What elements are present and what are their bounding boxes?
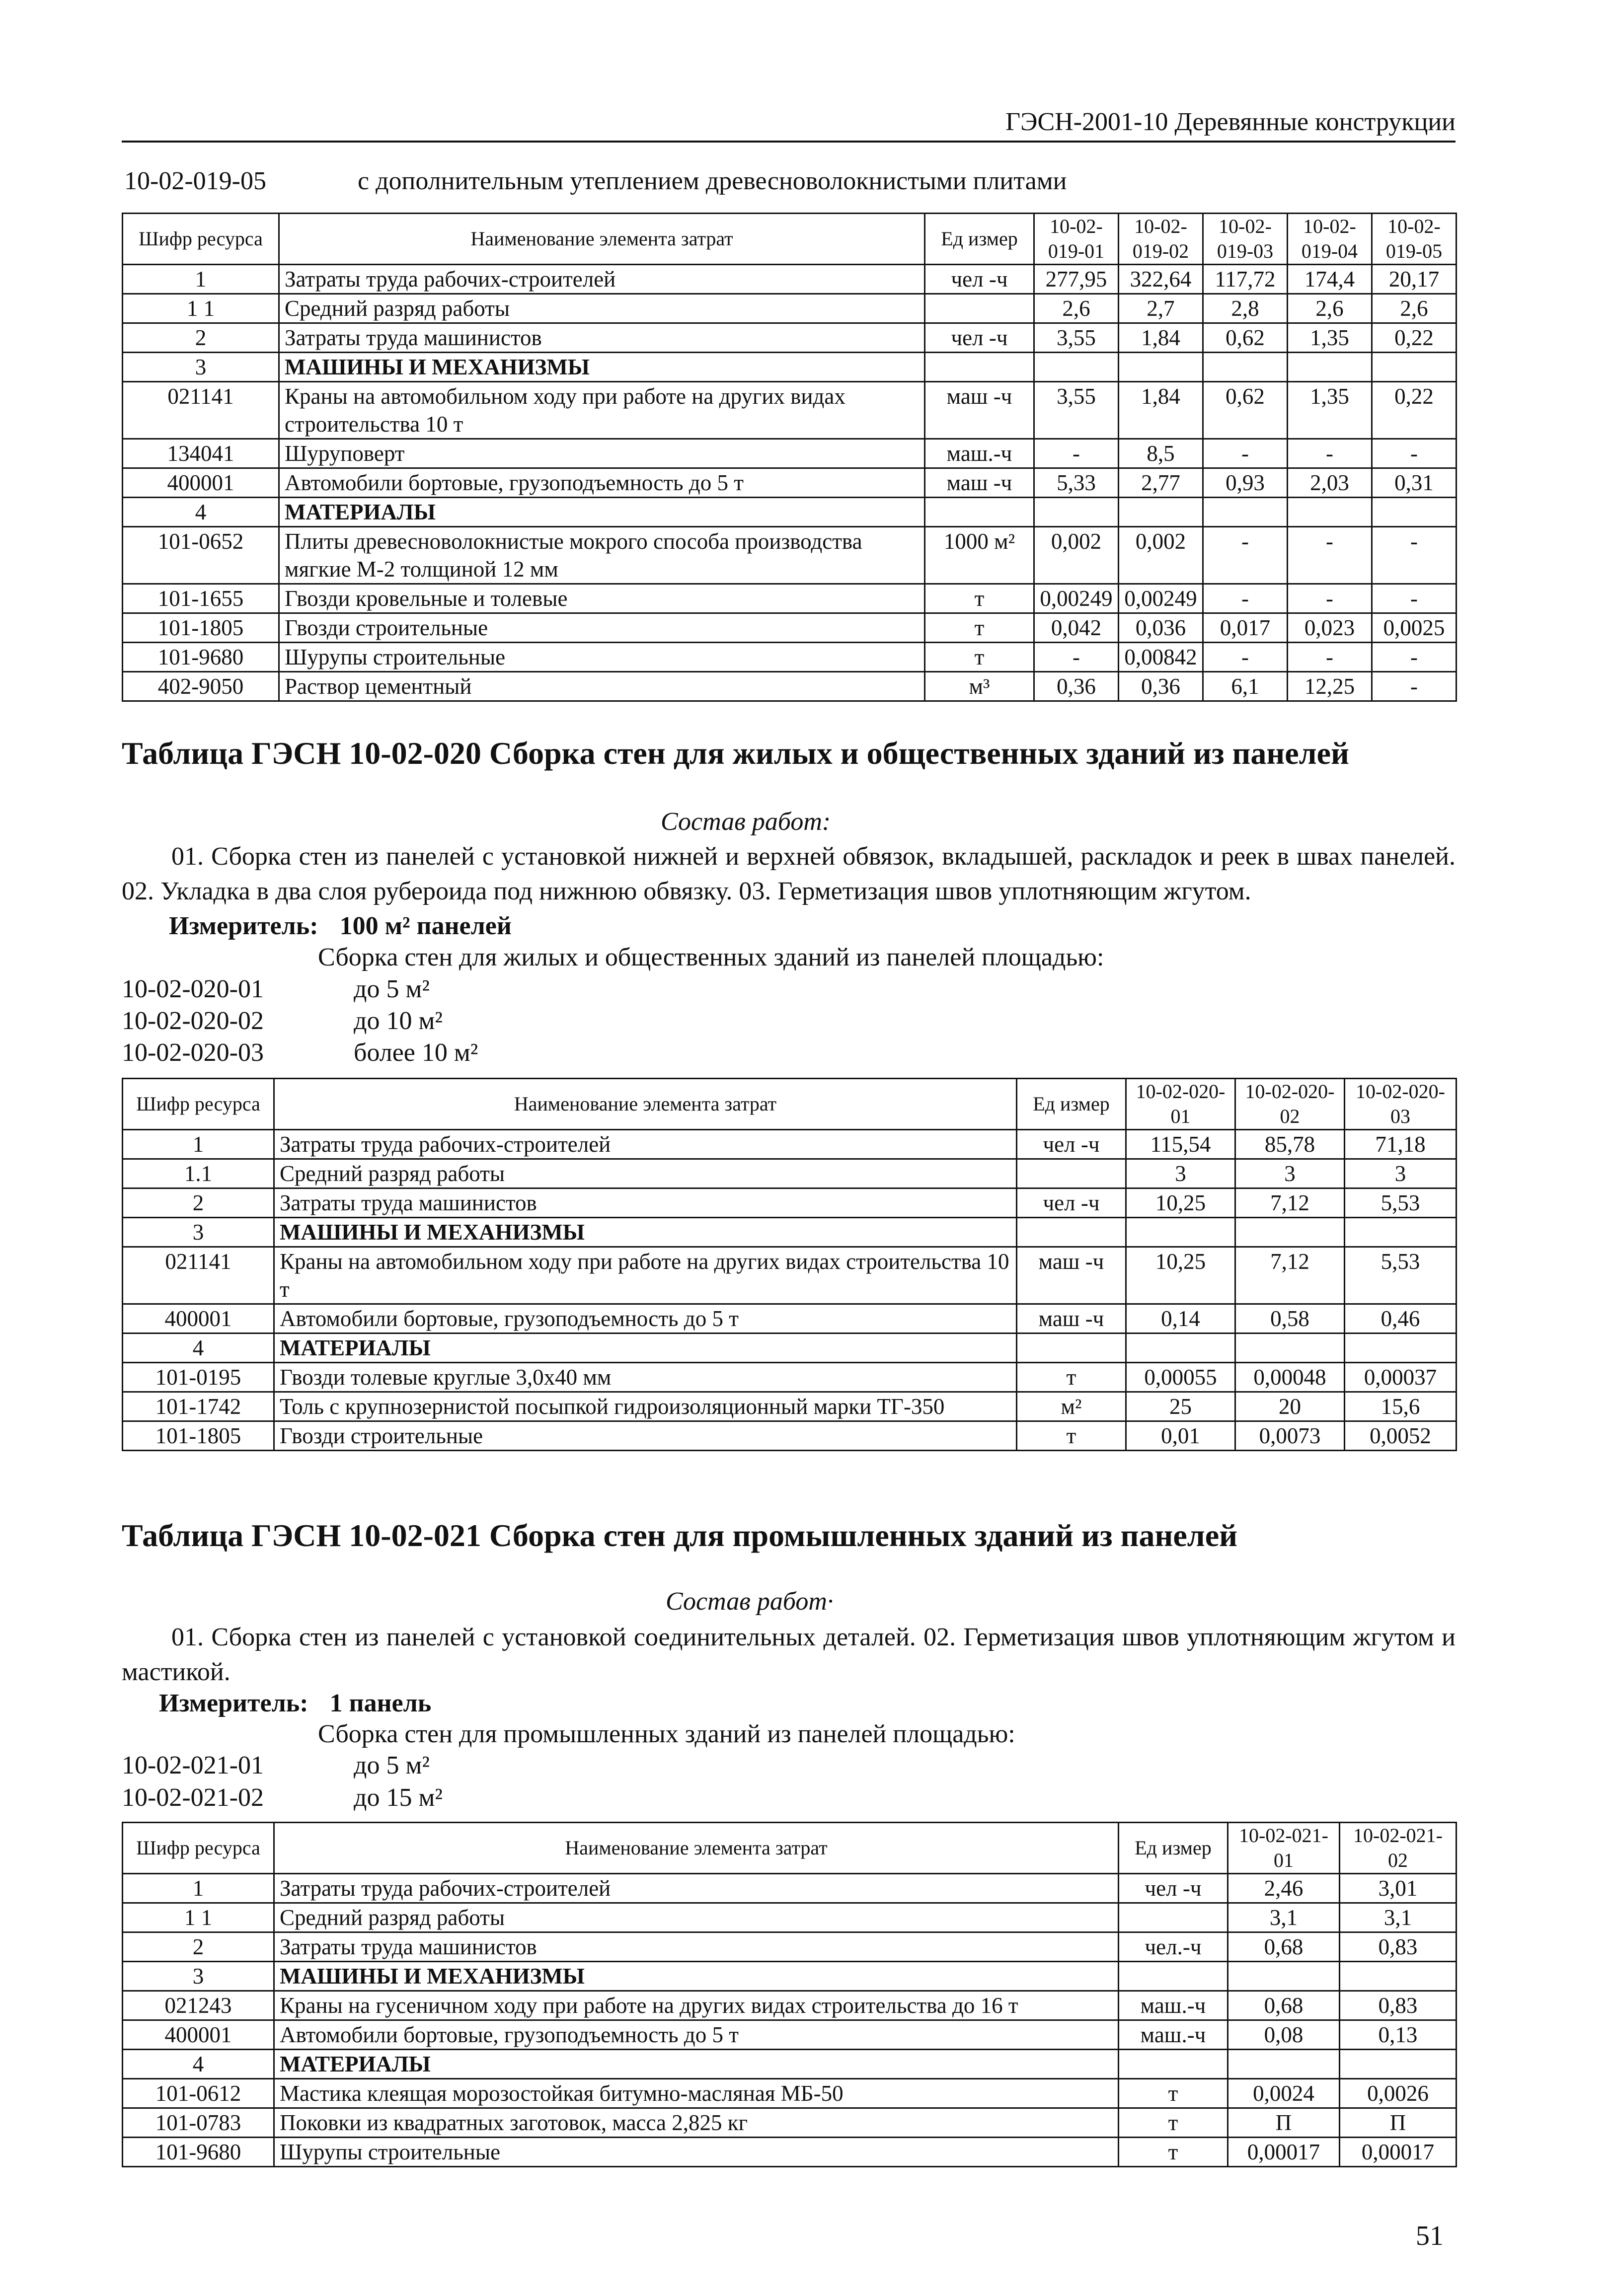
section-name-cell: МАШИНЫ И МЕХАНИЗМЫ (279, 353, 925, 382)
unit-cell (1119, 1962, 1228, 1991)
value-cell: 2,6 (1288, 294, 1372, 323)
item-code: 10-02-021-01 (122, 1751, 264, 1779)
value-cell: 15,6 (1345, 1392, 1457, 1421)
composition-text-021: 01. Сборка стен из панелей с установкой соединительных деталей. 02. Герметизация швов уплотняющим жгутом и мастикой. (122, 1623, 1456, 1686)
column-header: 10-02-019-05 (1372, 214, 1457, 265)
resource-code-cell: 101-0783 (123, 2108, 274, 2138)
resource-code-cell: 1.1 (123, 1159, 274, 1188)
section-row (123, 1218, 1457, 1247)
resource-code-cell: 101-0195 (123, 1363, 274, 1392)
resource-code-cell: 3 (123, 1218, 274, 1247)
unit-cell: м² (1017, 1392, 1126, 1421)
value-cell: 0,017 (1203, 613, 1288, 643)
resource-name-cell: Шурупы строительные (274, 2138, 1119, 2167)
column-header: 10-02-019-04 (1288, 214, 1372, 265)
table-row (123, 2079, 1457, 2108)
value-cell (1119, 353, 1203, 382)
unit-cell: чел -ч (925, 265, 1034, 294)
item-code: 10-02-020-03 (122, 1038, 264, 1067)
resource-name-cell: Затраты труда машинистов (279, 323, 925, 353)
unit-cell (1119, 2050, 1228, 2079)
norm-code: 10-02-019-05 (124, 167, 266, 195)
value-cell: 322,64 (1119, 265, 1203, 294)
resource-name-cell: Шуруповерт (279, 439, 925, 468)
value-cell: 174,4 (1288, 265, 1372, 294)
resource-code-cell: 1 1 (123, 1903, 274, 1932)
item-text: до 5 м² (354, 975, 430, 1003)
unit-cell: т (925, 613, 1034, 643)
resource-code-cell: 400001 (123, 1304, 274, 1333)
value-cell (1203, 498, 1288, 527)
unit-cell (925, 294, 1034, 323)
unit-cell: маш -ч (925, 382, 1034, 439)
value-cell: 2,03 (1288, 468, 1372, 498)
column-header: Ед измер (1017, 1079, 1126, 1130)
intro-020: Сборка стен для жилых и общественных зданий из панелей площадью: (318, 943, 1104, 971)
value-cell (1340, 1962, 1457, 1991)
unit-cell: маш -ч (925, 468, 1034, 498)
value-cell: 12,25 (1288, 672, 1372, 701)
item-code: 10-02-020-01 (122, 975, 264, 1003)
value-cell: 1,84 (1119, 382, 1203, 439)
resource-name-cell: Автомобили бортовые, грузоподъемность до 5 т (279, 468, 925, 498)
resource-code-cell: 101-0612 (123, 2079, 274, 2108)
value-cell: 0,68 (1228, 1932, 1340, 1962)
resource-name-cell: Раствор цементный (279, 672, 925, 701)
unit-cell: т (1017, 1363, 1126, 1392)
value-cell: 0,08 (1228, 2020, 1340, 2050)
value-cell: 5,53 (1345, 1188, 1457, 1218)
resource-code-cell: 1 (123, 1130, 274, 1159)
unit-cell (1017, 1333, 1126, 1363)
value-cell: П (1340, 2108, 1457, 2138)
table-row (123, 1304, 1457, 1333)
unit-cell (925, 353, 1034, 382)
value-cell (1119, 498, 1203, 527)
resource-name-cell: Средний разряд работы (274, 1903, 1119, 1932)
unit-cell: маш.-ч (1119, 1991, 1228, 2020)
meter-label-021: Измеритель: (159, 1689, 308, 1717)
table-row (123, 1188, 1457, 1218)
value-cell: 2,46 (1228, 1874, 1340, 1903)
resource-table-021 (122, 1822, 1457, 2167)
value-cell: 0,00017 (1228, 2138, 1340, 2167)
value-cell: 0,00842 (1119, 643, 1203, 672)
table-row (123, 1421, 1457, 1451)
unit-cell: чел -ч (1119, 1874, 1228, 1903)
value-cell: 0,62 (1203, 323, 1288, 353)
value-cell: 0,0073 (1235, 1421, 1345, 1451)
table-row (123, 1874, 1457, 1903)
column-header: 10-02-020-02 (1235, 1079, 1345, 1130)
table-row (123, 1130, 1457, 1159)
value-cell: 3 (1235, 1159, 1345, 1188)
value-cell: 0,93 (1203, 468, 1288, 498)
resource-code-cell: 4 (123, 498, 279, 527)
value-cell: - (1288, 584, 1372, 613)
meter-value-021: 1 панель (329, 1689, 432, 1717)
intro-021: Сборка стен для промышленных зданий из панелей площадью: (318, 1720, 1015, 1748)
value-cell: 0,68 (1228, 1991, 1340, 2020)
value-cell: 6,1 (1203, 672, 1288, 701)
unit-cell (925, 498, 1034, 527)
value-cell: 20 (1235, 1392, 1345, 1421)
value-cell (1235, 1218, 1345, 1247)
section-row (123, 1962, 1457, 1991)
resource-code-cell: 3 (123, 1962, 274, 1991)
resource-name-cell: Шурупы строительные (279, 643, 925, 672)
table-row (123, 1247, 1457, 1304)
column-header: Ед измер (1119, 1823, 1228, 1874)
resource-code-cell: 021141 (123, 382, 279, 439)
value-cell: 0,00249 (1119, 584, 1203, 613)
resource-table-019 (122, 213, 1457, 702)
resource-name-cell: Гвозди кровельные и толевые (279, 584, 925, 613)
value-cell: 2,8 (1203, 294, 1288, 323)
unit-cell: 1000 м² (925, 527, 1034, 584)
item-text: более 10 м² (354, 1038, 478, 1067)
column-header: 10-02-020-01 (1126, 1079, 1235, 1130)
unit-cell: чел -ч (925, 323, 1034, 353)
value-cell: 0,002 (1034, 527, 1119, 584)
value-cell: - (1288, 439, 1372, 468)
value-cell: - (1288, 643, 1372, 672)
value-cell: 1,35 (1288, 323, 1372, 353)
table-row (123, 468, 1457, 498)
value-cell: 7,12 (1235, 1247, 1345, 1304)
value-cell (1034, 353, 1119, 382)
section-title-020: Таблица ГЭСН 10-02-020 Сборка стен для жилых и общественных зданий из панелей (122, 736, 1349, 771)
resource-name-cell: Краны на гусеничном ходу при работе на других видах строительства до 16 т (274, 1991, 1119, 2020)
resource-name-cell: Автомобили бортовые, грузоподъемность до 5 т (274, 1304, 1017, 1333)
value-cell: - (1372, 439, 1457, 468)
resource-code-cell: 134041 (123, 439, 279, 468)
table-row (123, 2108, 1457, 2138)
value-cell: 0,00017 (1340, 2138, 1457, 2167)
unit-cell: маш -ч (1017, 1247, 1126, 1304)
unit-cell: маш -ч (1017, 1304, 1126, 1333)
value-cell: 0,36 (1034, 672, 1119, 701)
resource-name-cell: Затраты труда рабочих-строителей (279, 265, 925, 294)
value-cell: 3,01 (1340, 1874, 1457, 1903)
value-cell: 0,46 (1345, 1304, 1457, 1333)
value-cell: 277,95 (1034, 265, 1119, 294)
value-cell: - (1034, 643, 1119, 672)
unit-cell: чел -ч (1017, 1130, 1126, 1159)
table-row (123, 1903, 1457, 1932)
table-row (123, 2138, 1457, 2167)
resource-code-cell: 400001 (123, 2020, 274, 2050)
resource-name-cell: Средний разряд работы (274, 1159, 1017, 1188)
column-header: Шифр ресурса (123, 214, 279, 265)
value-cell: 2,7 (1119, 294, 1203, 323)
value-cell: 0,042 (1034, 613, 1119, 643)
column-header: Наименование элемента затрат (274, 1079, 1017, 1130)
value-cell: 85,78 (1235, 1130, 1345, 1159)
value-cell: 25 (1126, 1392, 1235, 1421)
item-code: 10-02-021-02 (122, 1783, 264, 1812)
column-header: Шифр ресурса (123, 1079, 274, 1130)
value-cell: 0,00055 (1126, 1363, 1235, 1392)
resource-name-cell: Толь с крупнозернистой посыпкой гидроизоляционный марки ТГ-350 (274, 1392, 1017, 1421)
table-row (123, 613, 1457, 643)
value-cell: - (1372, 643, 1457, 672)
unit-cell: маш.-ч (1119, 2020, 1228, 2050)
section-row (123, 2050, 1457, 2079)
value-cell (1126, 1333, 1235, 1363)
value-cell: 115,54 (1126, 1130, 1235, 1159)
resource-name-cell: Затраты труда машинистов (274, 1932, 1119, 1962)
value-cell (1235, 1333, 1345, 1363)
value-cell (1345, 1218, 1457, 1247)
value-cell: 0,00048 (1235, 1363, 1345, 1392)
column-header: Наименование элемента затрат (274, 1823, 1119, 1874)
composition-text-020: 01. Сборка стен из панелей с установкой нижней и верхней обвязок, вкладышей, раскладок и реек в швах панелей. 02. Укладка в два слоя рубероида под нижнюю обвязку. 03. Герметизация швов уплотняющим жгутом. (122, 842, 1456, 905)
value-cell: 5,33 (1034, 468, 1119, 498)
unit-cell: т (1119, 2138, 1228, 2167)
column-header: Ед измер (925, 214, 1034, 265)
value-cell (1345, 1333, 1457, 1363)
value-cell: 3,55 (1034, 323, 1119, 353)
value-cell: 20,17 (1372, 265, 1457, 294)
value-cell: 3,1 (1228, 1903, 1340, 1932)
value-cell: 0,83 (1340, 1991, 1457, 2020)
resource-name-cell: Краны на автомобильном ходу при работе на других видах строительства 10 т (274, 1247, 1017, 1304)
value-cell: - (1203, 584, 1288, 613)
section-name-cell: МАТЕРИАЛЫ (274, 1333, 1017, 1363)
composition-label-021: Состав работ· (666, 1587, 834, 1616)
column-header: Наименование элемента затрат (279, 214, 925, 265)
section-name-cell: МАТЕРИАЛЫ (274, 2050, 1119, 2079)
value-cell: 3 (1126, 1159, 1235, 1188)
section-row (123, 353, 1457, 382)
section-title-021: Таблица ГЭСН 10-02-021 Сборка стен для промышленных зданий из панелей (122, 1518, 1237, 1553)
value-cell: 1,35 (1288, 382, 1372, 439)
table-row (123, 1991, 1457, 2020)
table-row (123, 265, 1457, 294)
value-cell: 10,25 (1126, 1247, 1235, 1304)
value-cell: 0,002 (1119, 527, 1203, 584)
column-header: 10-02-019-01 (1034, 214, 1119, 265)
column-header: 10-02-019-02 (1119, 214, 1203, 265)
value-cell: 2,6 (1372, 294, 1457, 323)
value-cell (1203, 353, 1288, 382)
resource-code-cell: 101-1655 (123, 584, 279, 613)
resource-code-cell: 402-9050 (123, 672, 279, 701)
value-cell: 0,62 (1203, 382, 1288, 439)
running-header: ГЭСН-2001-10 Деревянные конструкции (122, 102, 1456, 143)
unit-cell: м³ (925, 672, 1034, 701)
table-row (123, 1392, 1457, 1421)
resource-code-cell: 2 (123, 323, 279, 353)
section-name-cell: МАШИНЫ И МЕХАНИЗМЫ (274, 1218, 1017, 1247)
value-cell: 0,58 (1235, 1304, 1345, 1333)
resource-code-cell: 021243 (123, 1991, 274, 2020)
section-name-cell: МАШИНЫ И МЕХАНИЗМЫ (274, 1962, 1119, 1991)
item-text: до 15 м² (354, 1783, 443, 1812)
resource-code-cell: 101-9680 (123, 2138, 274, 2167)
column-header: 10-02-021-02 (1340, 1823, 1457, 1874)
resource-code-cell: 101-0652 (123, 527, 279, 584)
value-cell: 0,22 (1372, 323, 1457, 353)
table-row (123, 643, 1457, 672)
value-cell: 3 (1345, 1159, 1457, 1188)
value-cell: 2,77 (1119, 468, 1203, 498)
table-header-row (123, 214, 1457, 265)
unit-cell (1017, 1218, 1126, 1247)
value-cell: 0,0026 (1340, 2079, 1457, 2108)
value-cell: 0,01 (1126, 1421, 1235, 1451)
value-cell (1372, 498, 1457, 527)
table-row (123, 1159, 1457, 1188)
value-cell: - (1372, 672, 1457, 701)
meter-value-020: 100 м² панелей (339, 912, 512, 940)
value-cell: П (1228, 2108, 1340, 2138)
value-cell (1228, 1962, 1340, 1991)
value-cell: 10,25 (1126, 1188, 1235, 1218)
composition-label-020: Состав работ: (661, 808, 831, 836)
table-header-row (123, 1823, 1457, 1874)
table-row (123, 584, 1457, 613)
section-row (123, 1333, 1457, 1363)
unit-cell: чел.-ч (1119, 1932, 1228, 1962)
unit-cell: т (925, 584, 1034, 613)
resource-name-cell: Мастика клеящая морозостойкая битумно-масляная МБ-50 (274, 2079, 1119, 2108)
resource-name-cell: Гвозди строительные (274, 1421, 1017, 1451)
value-cell: 1,84 (1119, 323, 1203, 353)
resource-code-cell: 1 1 (123, 294, 279, 323)
table-header-row (123, 1079, 1457, 1130)
resource-code-cell: 3 (123, 353, 279, 382)
resource-code-cell: 4 (123, 2050, 274, 2079)
value-cell (1340, 2050, 1457, 2079)
value-cell: 0,13 (1340, 2020, 1457, 2050)
value-cell (1288, 353, 1372, 382)
column-header: Шифр ресурса (123, 1823, 274, 1874)
value-cell: 117,72 (1203, 265, 1288, 294)
table-row (123, 527, 1457, 584)
unit-cell: т (1017, 1421, 1126, 1451)
resource-code-cell: 1 (123, 265, 279, 294)
unit-cell: чел -ч (1017, 1188, 1126, 1218)
value-cell: 2,6 (1034, 294, 1119, 323)
resource-code-cell: 101-1805 (123, 613, 279, 643)
table-row (123, 672, 1457, 701)
unit-cell: т (1119, 2079, 1228, 2108)
value-cell: - (1288, 527, 1372, 584)
table-row (123, 294, 1457, 323)
value-cell: 0,0024 (1228, 2079, 1340, 2108)
value-cell: 0,0052 (1345, 1421, 1457, 1451)
resource-code-cell: 400001 (123, 468, 279, 498)
unit-cell: т (1119, 2108, 1228, 2138)
unit-cell: маш.-ч (925, 439, 1034, 468)
value-cell: 0,00037 (1345, 1363, 1457, 1392)
value-cell: 3,55 (1034, 382, 1119, 439)
resource-table-020 (122, 1078, 1457, 1451)
meter-label-020: Измеритель: (169, 912, 318, 940)
value-cell: - (1203, 643, 1288, 672)
value-cell: 0,14 (1126, 1304, 1235, 1333)
value-cell: 0,036 (1119, 613, 1203, 643)
resource-name-cell: Гвозди толевые круглые 3,0х40 мм (274, 1363, 1017, 1392)
column-header: 10-02-021-01 (1228, 1823, 1340, 1874)
page-number: 51 (1416, 2221, 1444, 2251)
resource-code-cell: 101-1742 (123, 1392, 274, 1421)
value-cell: 0,36 (1119, 672, 1203, 701)
resource-code-cell: 4 (123, 1333, 274, 1363)
table-row (123, 1932, 1457, 1962)
value-cell: 0,83 (1340, 1932, 1457, 1962)
value-cell: - (1203, 527, 1288, 584)
value-cell: - (1372, 584, 1457, 613)
section-row (123, 498, 1457, 527)
unit-cell (1119, 1903, 1228, 1932)
resource-name-cell: Поковки из квадратных заготовок, масса 2,825 кг (274, 2108, 1119, 2138)
column-header: 10-02-019-03 (1203, 214, 1288, 265)
resource-name-cell: Краны на автомобильном ходу при работе на других видах строительства 10 т (279, 382, 925, 439)
unit-cell: т (925, 643, 1034, 672)
resource-name-cell: Гвозди строительные (279, 613, 925, 643)
resource-code-cell: 2 (123, 1188, 274, 1218)
value-cell: 5,53 (1345, 1247, 1457, 1304)
resource-name-cell: Автомобили бортовые, грузоподъемность до 5 т (274, 2020, 1119, 2050)
value-cell (1228, 2050, 1340, 2079)
value-cell: 0,0025 (1372, 613, 1457, 643)
table-row (123, 382, 1457, 439)
resource-name-cell: Затраты труда машинистов (274, 1188, 1017, 1218)
value-cell (1372, 353, 1457, 382)
value-cell: 71,18 (1345, 1130, 1457, 1159)
item-code: 10-02-020-02 (122, 1007, 264, 1035)
resource-code-cell: 021141 (123, 1247, 274, 1304)
resource-name-cell: Затраты труда рабочих-строителей (274, 1874, 1119, 1903)
resource-code-cell: 1 (123, 1874, 274, 1903)
value-cell: 8,5 (1119, 439, 1203, 468)
item-text: до 10 м² (354, 1007, 443, 1035)
value-cell: 0,00249 (1034, 584, 1119, 613)
table-row (123, 439, 1457, 468)
table-row (123, 1363, 1457, 1392)
value-cell: 0,31 (1372, 468, 1457, 498)
section-name-cell: МАТЕРИАЛЫ (279, 498, 925, 527)
resource-name-cell: Плиты древесноволокнистые мокрого способа производства мягкие М-2 толщиной 12 мм (279, 527, 925, 584)
value-cell (1126, 1218, 1235, 1247)
norm-title: с дополнительным утеплением древесноволокнистыми плитами (358, 167, 1067, 195)
value-cell: 3,1 (1340, 1903, 1457, 1932)
item-text: до 5 м² (354, 1751, 430, 1779)
table-row (123, 2020, 1457, 2050)
resource-code-cell: 101-1805 (123, 1421, 274, 1451)
resource-name-cell: Средний разряд работы (279, 294, 925, 323)
unit-cell (1017, 1159, 1126, 1188)
value-cell: 7,12 (1235, 1188, 1345, 1218)
value-cell: - (1034, 439, 1119, 468)
value-cell: - (1203, 439, 1288, 468)
value-cell (1288, 498, 1372, 527)
column-header: 10-02-020-03 (1345, 1079, 1457, 1130)
resource-code-cell: 2 (123, 1932, 274, 1962)
value-cell (1034, 498, 1119, 527)
resource-code-cell: 101-9680 (123, 643, 279, 672)
value-cell: 0,22 (1372, 382, 1457, 439)
value-cell: 0,023 (1288, 613, 1372, 643)
resource-name-cell: Затраты труда рабочих-строителей (274, 1130, 1017, 1159)
value-cell: - (1372, 527, 1457, 584)
table-row (123, 323, 1457, 353)
